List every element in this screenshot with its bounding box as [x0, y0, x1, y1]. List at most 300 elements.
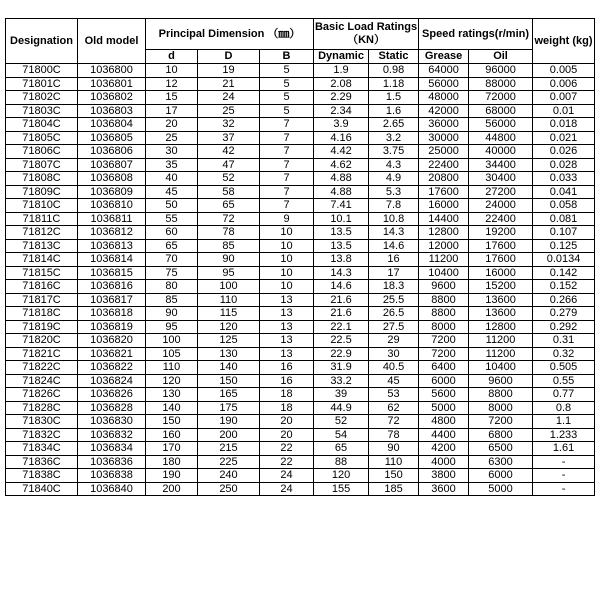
- table-row: [6, 320, 595, 334]
- old-model-cell: 1036824: [78, 374, 146, 388]
- table-row: [6, 401, 595, 415]
- d-cell: 12: [146, 77, 198, 91]
- B-cell: 24: [260, 469, 314, 483]
- dynamic-cell: 44.9: [314, 401, 369, 415]
- designation-cell: 71815C: [6, 266, 78, 280]
- weight-cell: 0.0134: [533, 253, 595, 267]
- designation-cell: 71824C: [6, 374, 78, 388]
- old-model-cell: 1036806: [78, 145, 146, 159]
- static-cell: 2.65: [369, 118, 419, 132]
- B-header: B: [260, 50, 314, 64]
- weight-cell: -: [533, 482, 595, 496]
- old-model-cell: 1036820: [78, 334, 146, 348]
- weight-cell: 0.107: [533, 226, 595, 240]
- B-cell: 24: [260, 482, 314, 496]
- designation-cell: 71812C: [6, 226, 78, 240]
- designation-cell: 71826C: [6, 388, 78, 402]
- B-cell: 20: [260, 428, 314, 442]
- dynamic-cell: 13.8: [314, 253, 369, 267]
- grease-cell: 7200: [419, 347, 469, 361]
- oil-cell: 88000: [469, 77, 533, 91]
- B-cell: 22: [260, 455, 314, 469]
- dynamic-cell: 2.29: [314, 91, 369, 105]
- oil-cell: 16000: [469, 266, 533, 280]
- grease-cell: 6000: [419, 374, 469, 388]
- old-model-cell: 1036802: [78, 91, 146, 105]
- D-cell: 65: [198, 199, 260, 213]
- static-cell: 1.6: [369, 104, 419, 118]
- B-cell: 7: [260, 199, 314, 213]
- weight-cell: 0.041: [533, 185, 595, 199]
- grease-cell: 8800: [419, 307, 469, 321]
- weight-cell: 0.125: [533, 239, 595, 253]
- weight-cell: 1.1: [533, 415, 595, 429]
- D-cell: 32: [198, 118, 260, 132]
- old-model-cell: 1036809: [78, 185, 146, 199]
- grease-cell: 7200: [419, 334, 469, 348]
- old-model-cell: 1036821: [78, 347, 146, 361]
- d-cell: 95: [146, 320, 198, 334]
- dynamic-cell: 4.62: [314, 158, 369, 172]
- weight-cell: 0.081: [533, 212, 595, 226]
- designation-cell: 71822C: [6, 361, 78, 375]
- static-cell: 25.5: [369, 293, 419, 307]
- table-row: [6, 388, 595, 402]
- designation-cell: 71836C: [6, 455, 78, 469]
- B-cell: 10: [260, 239, 314, 253]
- d-cell: 200: [146, 482, 198, 496]
- grease-cell: 20800: [419, 172, 469, 186]
- table-row: [6, 64, 595, 78]
- old-model-cell: 1036840: [78, 482, 146, 496]
- d-cell: 40: [146, 172, 198, 186]
- dynamic-cell: 31.9: [314, 361, 369, 375]
- weight-cell: 0.033: [533, 172, 595, 186]
- d-cell: 100: [146, 334, 198, 348]
- weight-cell: 0.028: [533, 158, 595, 172]
- B-cell: 16: [260, 374, 314, 388]
- old-model-cell: 1036826: [78, 388, 146, 402]
- d-cell: 110: [146, 361, 198, 375]
- designation-cell: 71838C: [6, 469, 78, 483]
- table-row: [6, 253, 595, 267]
- B-cell: 13: [260, 320, 314, 334]
- grease-cell: 10400: [419, 266, 469, 280]
- oil-cell: 13600: [469, 307, 533, 321]
- dynamic-cell: 155: [314, 482, 369, 496]
- old-model-cell: 1036830: [78, 415, 146, 429]
- weight-cell: 0.058: [533, 199, 595, 213]
- old-model-cell: 1036834: [78, 442, 146, 456]
- dynamic-cell: 54: [314, 428, 369, 442]
- table-row: [6, 482, 595, 496]
- designation-cell: 71808C: [6, 172, 78, 186]
- old-model-header: Old model: [78, 19, 146, 64]
- weight-cell: 0.31: [533, 334, 595, 348]
- B-cell: 5: [260, 77, 314, 91]
- table-row: [6, 347, 595, 361]
- designation-cell: 71828C: [6, 401, 78, 415]
- D-cell: 85: [198, 239, 260, 253]
- d-cell: 15: [146, 91, 198, 105]
- D-cell: 215: [198, 442, 260, 456]
- table-row: [6, 307, 595, 321]
- old-model-cell: 1036814: [78, 253, 146, 267]
- static-cell: 30: [369, 347, 419, 361]
- B-cell: 18: [260, 401, 314, 415]
- static-cell: 14.6: [369, 239, 419, 253]
- oil-cell: 19200: [469, 226, 533, 240]
- D-cell: 58: [198, 185, 260, 199]
- B-cell: 13: [260, 307, 314, 321]
- static-cell: 72: [369, 415, 419, 429]
- old-model-cell: 1036803: [78, 104, 146, 118]
- B-cell: 10: [260, 266, 314, 280]
- oil-cell: 6500: [469, 442, 533, 456]
- d-cell: 150: [146, 415, 198, 429]
- old-model-cell: 1036828: [78, 401, 146, 415]
- grease-cell: 8800: [419, 293, 469, 307]
- d-cell: 60: [146, 226, 198, 240]
- D-cell: 120: [198, 320, 260, 334]
- static-cell: 26.5: [369, 307, 419, 321]
- static-cell: 3.75: [369, 145, 419, 159]
- dynamic-cell: 39: [314, 388, 369, 402]
- old-model-cell: 1036817: [78, 293, 146, 307]
- table-row: [6, 361, 595, 375]
- dynamic-cell: 22.5: [314, 334, 369, 348]
- static-cell: 4.9: [369, 172, 419, 186]
- designation-cell: 71817C: [6, 293, 78, 307]
- static-cell: 185: [369, 482, 419, 496]
- static-cell: 16: [369, 253, 419, 267]
- oil-cell: 17600: [469, 253, 533, 267]
- table-row: [6, 172, 595, 186]
- D-cell: 90: [198, 253, 260, 267]
- old-model-cell: 1036811: [78, 212, 146, 226]
- dynamic-cell: 4.42: [314, 145, 369, 159]
- B-cell: 7: [260, 185, 314, 199]
- static-cell: 40.5: [369, 361, 419, 375]
- oil-cell: 12800: [469, 320, 533, 334]
- D-cell: 42: [198, 145, 260, 159]
- dynamic-cell: 33.2: [314, 374, 369, 388]
- bearing-spec-table-container: [5, 18, 595, 496]
- grease-cell: 3800: [419, 469, 469, 483]
- old-model-cell: 1036801: [78, 77, 146, 91]
- weight-cell: -: [533, 469, 595, 483]
- dynamic-cell: 13.5: [314, 239, 369, 253]
- D-cell: 21: [198, 77, 260, 91]
- designation-cell: 71834C: [6, 442, 78, 456]
- table-header: [6, 19, 595, 64]
- weight-cell: 0.505: [533, 361, 595, 375]
- D-cell: 165: [198, 388, 260, 402]
- grease-cell: 30000: [419, 131, 469, 145]
- weight-cell: 0.152: [533, 280, 595, 294]
- static-cell: 53: [369, 388, 419, 402]
- oil-header: Oil: [469, 50, 533, 64]
- static-cell: 62: [369, 401, 419, 415]
- old-model-cell: 1036808: [78, 172, 146, 186]
- table-row: [6, 239, 595, 253]
- dynamic-cell: 1.9: [314, 64, 369, 78]
- D-cell: 72: [198, 212, 260, 226]
- dynamic-cell: 88: [314, 455, 369, 469]
- D-cell: 100: [198, 280, 260, 294]
- d-cell: 70: [146, 253, 198, 267]
- table-row: [6, 145, 595, 159]
- B-cell: 13: [260, 347, 314, 361]
- oil-cell: 17600: [469, 239, 533, 253]
- static-cell: 90: [369, 442, 419, 456]
- weight-cell: 0.026: [533, 145, 595, 159]
- designation-cell: 71802C: [6, 91, 78, 105]
- weight-cell: 0.32: [533, 347, 595, 361]
- d-cell: 90: [146, 307, 198, 321]
- d-header: d: [146, 50, 198, 64]
- D-cell: 250: [198, 482, 260, 496]
- grease-cell: 17600: [419, 185, 469, 199]
- old-model-cell: 1036805: [78, 131, 146, 145]
- grease-cell: 5000: [419, 401, 469, 415]
- oil-cell: 22400: [469, 212, 533, 226]
- dynamic-cell: 2.34: [314, 104, 369, 118]
- oil-cell: 68000: [469, 104, 533, 118]
- d-cell: 55: [146, 212, 198, 226]
- oil-cell: 44800: [469, 131, 533, 145]
- d-cell: 85: [146, 293, 198, 307]
- grease-cell: 9600: [419, 280, 469, 294]
- oil-cell: 40000: [469, 145, 533, 159]
- dynamic-cell: 4.88: [314, 185, 369, 199]
- B-cell: 13: [260, 334, 314, 348]
- oil-cell: 30400: [469, 172, 533, 186]
- dynamic-header: Dynamic: [314, 50, 369, 64]
- old-model-cell: 1036812: [78, 226, 146, 240]
- d-cell: 75: [146, 266, 198, 280]
- oil-cell: 9600: [469, 374, 533, 388]
- grease-cell: 14400: [419, 212, 469, 226]
- designation-cell: 71840C: [6, 482, 78, 496]
- static-cell: 5.3: [369, 185, 419, 199]
- table-body: [6, 64, 595, 496]
- oil-cell: 6300: [469, 455, 533, 469]
- designation-cell: 71803C: [6, 104, 78, 118]
- oil-cell: 72000: [469, 91, 533, 105]
- old-model-cell: 1036816: [78, 280, 146, 294]
- table-row: [6, 469, 595, 483]
- d-cell: 65: [146, 239, 198, 253]
- weight-cell: 0.006: [533, 77, 595, 91]
- weight-header: weight (kg): [533, 19, 595, 64]
- d-cell: 105: [146, 347, 198, 361]
- oil-cell: 56000: [469, 118, 533, 132]
- B-cell: 5: [260, 104, 314, 118]
- grease-cell: 5600: [419, 388, 469, 402]
- static-cell: 27.5: [369, 320, 419, 334]
- weight-cell: -: [533, 455, 595, 469]
- dynamic-cell: 22.9: [314, 347, 369, 361]
- D-cell: 37: [198, 131, 260, 145]
- d-cell: 30: [146, 145, 198, 159]
- D-cell: 240: [198, 469, 260, 483]
- oil-cell: 27200: [469, 185, 533, 199]
- weight-cell: 1.61: [533, 442, 595, 456]
- oil-cell: 5000: [469, 482, 533, 496]
- grease-cell: 4200: [419, 442, 469, 456]
- static-cell: 4.3: [369, 158, 419, 172]
- grease-header: Grease: [419, 50, 469, 64]
- old-model-cell: 1036838: [78, 469, 146, 483]
- D-cell: 190: [198, 415, 260, 429]
- oil-cell: 11200: [469, 347, 533, 361]
- bearing-spec-table: [5, 18, 595, 496]
- B-cell: 10: [260, 280, 314, 294]
- grease-cell: 8000: [419, 320, 469, 334]
- table-row: [6, 131, 595, 145]
- designation-cell: 71813C: [6, 239, 78, 253]
- D-cell: 225: [198, 455, 260, 469]
- dynamic-cell: 10.1: [314, 212, 369, 226]
- static-cell: 0.98: [369, 64, 419, 78]
- table-row: [6, 428, 595, 442]
- designation-cell: 71811C: [6, 212, 78, 226]
- B-cell: 7: [260, 118, 314, 132]
- grease-cell: 64000: [419, 64, 469, 78]
- designation-cell: 71804C: [6, 118, 78, 132]
- oil-cell: 96000: [469, 64, 533, 78]
- designation-header: Designation: [6, 19, 78, 64]
- d-cell: 25: [146, 131, 198, 145]
- old-model-cell: 1036807: [78, 158, 146, 172]
- principal-dimension-header: Principal Dimension （㎜）: [146, 19, 314, 50]
- d-cell: 80: [146, 280, 198, 294]
- table-row: [6, 158, 595, 172]
- B-cell: 5: [260, 91, 314, 105]
- dynamic-cell: 52: [314, 415, 369, 429]
- basic-load-ratings-header: Basic Load Ratings （KN）: [314, 19, 419, 50]
- d-cell: 140: [146, 401, 198, 415]
- B-cell: 9: [260, 212, 314, 226]
- table-row: [6, 104, 595, 118]
- grease-cell: 36000: [419, 118, 469, 132]
- grease-cell: 12000: [419, 239, 469, 253]
- B-cell: 7: [260, 158, 314, 172]
- D-cell: 130: [198, 347, 260, 361]
- designation-cell: 71821C: [6, 347, 78, 361]
- grease-cell: 3600: [419, 482, 469, 496]
- B-cell: 16: [260, 361, 314, 375]
- B-cell: 7: [260, 131, 314, 145]
- weight-cell: 0.77: [533, 388, 595, 402]
- designation-cell: 71807C: [6, 158, 78, 172]
- table-row: [6, 91, 595, 105]
- dynamic-cell: 22.1: [314, 320, 369, 334]
- dynamic-cell: 3.9: [314, 118, 369, 132]
- dynamic-cell: 120: [314, 469, 369, 483]
- static-cell: 29: [369, 334, 419, 348]
- B-cell: 18: [260, 388, 314, 402]
- d-cell: 45: [146, 185, 198, 199]
- d-cell: 180: [146, 455, 198, 469]
- static-cell: 150: [369, 469, 419, 483]
- designation-cell: 71830C: [6, 415, 78, 429]
- oil-cell: 15200: [469, 280, 533, 294]
- old-model-cell: 1036804: [78, 118, 146, 132]
- B-cell: 10: [260, 226, 314, 240]
- d-cell: 160: [146, 428, 198, 442]
- grease-cell: 4400: [419, 428, 469, 442]
- D-cell: 110: [198, 293, 260, 307]
- old-model-cell: 1036819: [78, 320, 146, 334]
- dynamic-cell: 13.5: [314, 226, 369, 240]
- static-cell: 10.8: [369, 212, 419, 226]
- oil-cell: 8000: [469, 401, 533, 415]
- D-cell: 25: [198, 104, 260, 118]
- D-header: D: [198, 50, 260, 64]
- dynamic-cell: 2.08: [314, 77, 369, 91]
- D-cell: 24: [198, 91, 260, 105]
- D-cell: 125: [198, 334, 260, 348]
- designation-cell: 71809C: [6, 185, 78, 199]
- static-cell: 17: [369, 266, 419, 280]
- table-row: [6, 185, 595, 199]
- oil-cell: 34400: [469, 158, 533, 172]
- oil-cell: 6000: [469, 469, 533, 483]
- static-cell: 14.3: [369, 226, 419, 240]
- D-cell: 47: [198, 158, 260, 172]
- designation-cell: 71819C: [6, 320, 78, 334]
- static-cell: 1.5: [369, 91, 419, 105]
- oil-cell: 10400: [469, 361, 533, 375]
- table-row: [6, 455, 595, 469]
- weight-cell: 0.292: [533, 320, 595, 334]
- table-row: [6, 280, 595, 294]
- designation-cell: 71832C: [6, 428, 78, 442]
- grease-cell: 48000: [419, 91, 469, 105]
- oil-cell: 8800: [469, 388, 533, 402]
- B-cell: 7: [260, 145, 314, 159]
- static-header: Static: [369, 50, 419, 64]
- speed-ratings-header: Speed ratings(r/min): [419, 19, 533, 50]
- static-cell: 110: [369, 455, 419, 469]
- weight-cell: 0.279: [533, 307, 595, 321]
- D-cell: 78: [198, 226, 260, 240]
- dynamic-cell: 7.41: [314, 199, 369, 213]
- oil-cell: 7200: [469, 415, 533, 429]
- dynamic-cell: 65: [314, 442, 369, 456]
- designation-cell: 71820C: [6, 334, 78, 348]
- D-cell: 52: [198, 172, 260, 186]
- d-cell: 130: [146, 388, 198, 402]
- weight-cell: 0.266: [533, 293, 595, 307]
- oil-cell: 13600: [469, 293, 533, 307]
- static-cell: 7.8: [369, 199, 419, 213]
- D-cell: 95: [198, 266, 260, 280]
- old-model-cell: 1036800: [78, 64, 146, 78]
- grease-cell: 4800: [419, 415, 469, 429]
- old-model-cell: 1036822: [78, 361, 146, 375]
- weight-cell: 0.8: [533, 401, 595, 415]
- dynamic-cell: 4.88: [314, 172, 369, 186]
- B-cell: 22: [260, 442, 314, 456]
- grease-cell: 56000: [419, 77, 469, 91]
- table-row: [6, 199, 595, 213]
- designation-cell: 71816C: [6, 280, 78, 294]
- old-model-cell: 1036815: [78, 266, 146, 280]
- B-cell: 5: [260, 64, 314, 78]
